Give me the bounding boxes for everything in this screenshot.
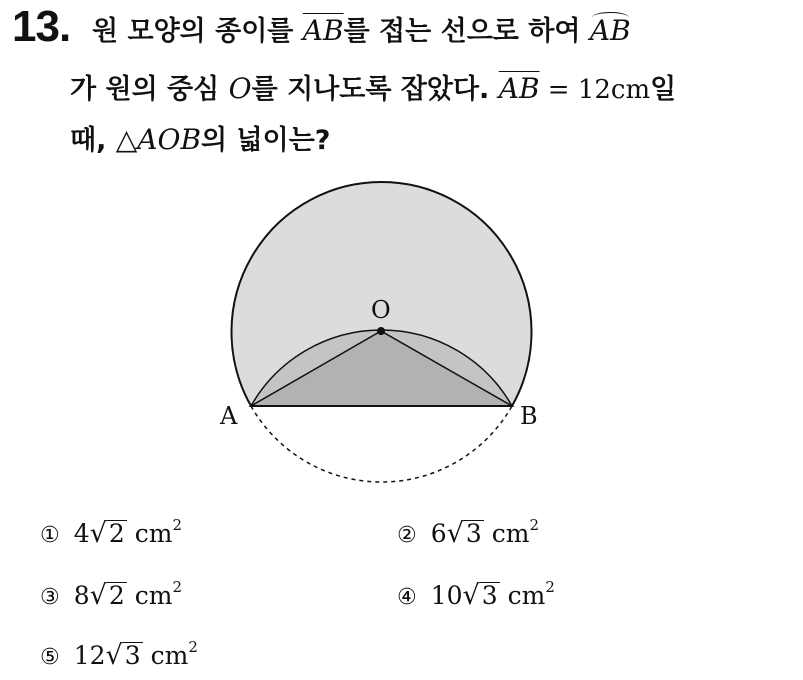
choice-coef: 4: [73, 519, 90, 548]
choice-1[interactable]: [40, 516, 182, 549]
question-text: 를 접는 선으로 하여: [343, 16, 590, 47]
choice-marker: ⑤: [40, 645, 60, 670]
choice-3[interactable]: [40, 578, 182, 611]
choice-exponent: 2: [545, 578, 555, 596]
choice-coef: 10: [430, 581, 463, 610]
choice-exponent: 2: [172, 578, 182, 596]
point-o: O: [228, 72, 252, 105]
choice-marker: ①: [40, 523, 60, 548]
arc-ab: AB: [589, 14, 631, 47]
label-b: B: [520, 402, 538, 430]
choice-unit: cm: [491, 519, 530, 548]
choice-marker: ③: [40, 585, 60, 610]
segment-ab: $\overline{AB}$: [498, 72, 540, 105]
choice-exponent: 2: [172, 516, 182, 534]
choice-unit: cm: [134, 581, 173, 610]
choice-unit: cm: [134, 519, 173, 548]
center-point: [377, 327, 385, 335]
label-o: O: [371, 296, 391, 324]
choice-exponent: 2: [188, 638, 198, 656]
question-text: 를 지나도록 잡았다.: [251, 74, 499, 105]
question-number: 13.: [12, 2, 71, 51]
radicand: 3: [465, 519, 482, 548]
radical-sign: √: [89, 518, 107, 549]
radicand: 3: [481, 581, 498, 610]
radical-sign: √: [89, 580, 107, 611]
segment-ab: $\overline{AB}$: [302, 14, 344, 47]
choice-exponent: 2: [529, 516, 539, 534]
radical-sign: √: [446, 518, 464, 549]
radicand: 2: [108, 581, 125, 610]
question-text: 때,: [70, 125, 116, 156]
radicand: 3: [124, 641, 141, 670]
choice-marker: ②: [397, 523, 417, 548]
choice-4[interactable]: [397, 578, 555, 611]
choice-coef: 6: [430, 519, 447, 548]
length-value: = 12: [539, 75, 611, 105]
choice-2[interactable]: [397, 516, 539, 549]
radicand: 2: [108, 519, 125, 548]
choice-coef: 12: [73, 641, 106, 670]
choice-5[interactable]: [40, 638, 198, 671]
choice-marker: ④: [397, 585, 417, 610]
choice-unit: cm: [150, 641, 189, 670]
question-text: 가 원의 중심: [70, 74, 229, 105]
label-a: A: [220, 402, 238, 430]
question-text: 원 모양의 종이를: [92, 16, 303, 47]
choice-unit: cm: [507, 581, 546, 610]
radical-sign: √: [462, 580, 480, 611]
question-text: 일: [650, 74, 677, 105]
radical-sign: √: [105, 640, 123, 671]
question-text: 의 넓이는?: [201, 125, 331, 156]
original-arc-dashed: [251, 406, 512, 482]
choice-coef: 8: [73, 581, 90, 610]
triangle-aob: △AOB: [115, 123, 202, 156]
length-unit: cm: [610, 75, 651, 105]
